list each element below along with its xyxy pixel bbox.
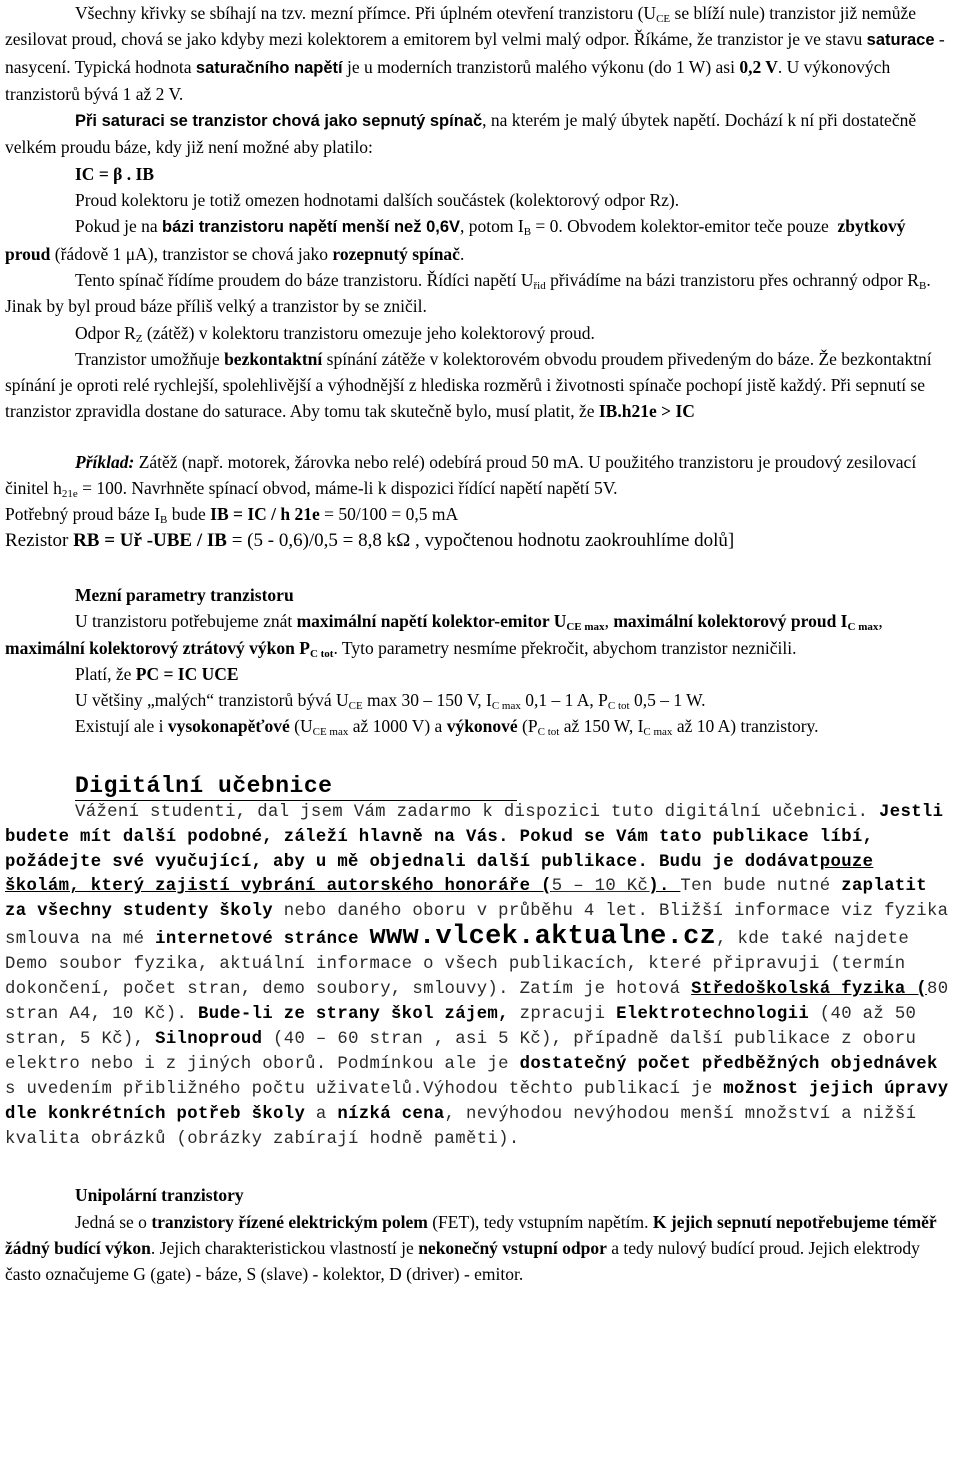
load-paragraph: Odpor $R_Z$ (zátěž) v kolektoru tranzistoru omezuje jeho kolektorový proud. xyxy=(75,322,595,345)
limits-heading: Mezní parametry tranzistoru xyxy=(75,584,294,605)
resistor-line: Rezistor RB = Uř -UBE / IB = (5 - 0,6)/0,5 = 8,8 kΩ , vypočtenou hodnotu zaokrouhlíme dolů] xyxy=(5,529,735,551)
saturation-paragraph: Všechny křivky se sbíhají na tzv. mezní přímce. Při úplném otevření tranzistoru ($U_{CE}$ se blíží nule) tranzistor již nemůže zesilovat proud, chová se jako kdyby mezi kolektorem a emitorem byl velmi malý odpor. Říkáme, že tranzistor je ve stavu saturace - nasycení. Typická hodnota saturačního napětí je u moderních tranzistorů malého výkonu (do 1 W) asi 0,2 V. U výkonových tranzistorů bývá 1 až 2 V. xyxy=(5,3,945,104)
spacer xyxy=(5,554,955,582)
high-voltage-paragraph: Existují ale i vysokonapěťové ($U_{CE max}$ až 1000 V) a výkonové ($P_{C tot}$ až 150 W, $I_{C max}$ až 10 A) tranzistory. xyxy=(75,716,819,739)
example-paragraph: Příklad: Zátěž (např. motorek, žárovka nebo relé) odebírá proud 50 mA. U použitého tranzistoru je proudový zesilovací činitel $h_{21e} = 100$. Navrhněte spínací obvod, máme-li k dispozici řídící napětí napětí 5V. xyxy=(5,451,917,501)
collector-current-note: Proud kolektoru je totiž omezen hodnotami dalších součástek (kolektorový odpor Rz). xyxy=(75,190,680,211)
switch-paragraph: Při saturaci se tranzistor chová jako sepnutý spínač, na kterém je malý úbytek napětí. Dochází k ní při dostatečně velkém proudu báze, kdy již není možné aby platilo: xyxy=(5,110,917,158)
unipolar-paragraph: Jedná se o tranzistory řízené elektrickým polem (FET), tedy vstupním napětím. K jejich sepnutí nepotřebujeme téměř žádný budící výkon. Jejich charakteristickou vlastností je nekonečný vstupní odpor a tedy nulový budící proud. Jejich elektrody často označujeme G (gate) - báze, S (slave) - kolektor, D (driver) - emitor. xyxy=(5,1211,937,1285)
digital-textbook-title: Digitální učebnice xyxy=(5,772,955,801)
unipolar-heading: Unipolární tranzistory xyxy=(75,1185,244,1206)
spacer xyxy=(5,1152,955,1182)
beta-formula: IC = β . IB xyxy=(75,163,154,184)
small-transistors-line: U většiny „malých“ tranzistorů bývá $U_{CE}$ max 30 – 150 V, $I_{C max}$ 0,1 – 1 A, $P_{C tot}$ 0,5 – 1 W. xyxy=(75,690,706,713)
digital-textbook-section xyxy=(5,801,955,1153)
example-section xyxy=(5,449,955,554)
saturation-section xyxy=(5,0,955,425)
cutoff-paragraph: Pokud je na bázi tranzistoru napětí menší než 0,6V, potom $I_B = 0$. Obvodem kolektor-emitor teče pouze zbytkový proud (řádově 1 μA), tranzistor se chová jako rozepnutý spínač. xyxy=(5,216,906,264)
document-page xyxy=(5,0,955,1288)
contactless-paragraph: Tranzistor umožňuje bezkontaktní spínání zátěže v kolektorovém obvodu proudem přivedeným do báze. Že bezkontaktní spínání je oproti relé rychlejší, spolehlivější a výhodnější z hlediska rozměrů i životnosti spínače pochopí jistě každý. Při sepnutí se tranzistor zpravidla dostane do saturace. Aby tomu tak skutečně bylo, musí platit, že IB.h21e > IC xyxy=(5,348,932,422)
spacer xyxy=(5,740,955,772)
control-paragraph: Tento spínač řídíme proudem do báze tranzistoru. Řídíci napětí $U_{řid}$ přivádíme na bázi tranzistoru přes ochranný odpor $R_B$. Jinak by byl proud báze příliš velký a tranzistor by se zničil. xyxy=(5,269,931,317)
digital-textbook-paragraph: Vážení studenti, dal jsem Vám zadarmo k dispozici tuto digitální učebnici. Jestli budete mít další podobné, záleží hlavně na Vás. Pokud se Vám tato publikace líbí, požádejte své vyučující, aby u mě objednali další publikace. Budu je dodávatpouze školám, který zajistí vybrání autorského honoráře (5 – 10 Kč). Ten bude nutné zaplatit za všechny studenty školy nebo daného oboru v průběhu 4 let. Bližší informace viz fyzika smlouva na mé internetové stránce www.vlcek.aktualne.cz, kde také najdete Demo soubor fyzika, aktuální informace o všech publikacích, které připravuji (termín dokončení, počet stran, demo soubory, smlouvy). Zatím je hotová Středoškolská fyzika (80 stran A4, 10 Kč). Bude-li ze strany škol zájem, zpracuji Elektrotechnologii (40 až 50 stran, 5 Kč), Silnoproud (40 – 60 stran , asi 5 Kč), případně další publikace z oboru elektro nebo i z jiných oborů. Podmínkou ale je dostatečný počet předběžných objednávek s uvedením přibližného počtu uživatelů.Výhodou těchto publikací je možnost jejich úpravy dle konkrétních potřeb školy a nízká cena, nevýhodou nevýhodou menší množství a nižší kvalita obrázků (obrázky zabírají hodně paměti). xyxy=(5,802,949,1149)
base-current-line: Potřebný proud báze $I_B$ bude IB = IC / h 21e = 50/100 = 0,5 mA xyxy=(5,504,459,527)
website-link[interactable]: www.vlcek.aktualne.cz xyxy=(369,922,717,953)
unipolar-section xyxy=(5,1182,955,1287)
spacer xyxy=(5,425,955,449)
power-formula: Platí, že PC = IC UCE xyxy=(75,663,239,684)
limits-section xyxy=(5,582,955,740)
limits-paragraph: U tranzistoru potřebujeme znát maximální napětí kolektor-emitor $U_{CE max}$, maximální kolektorový proud $I_{C max}$, maximální kolektorový ztrátový výkon $P_{C tot}$. Tyto parametry nesmíme překročit, abychom tranzistor nezničili. xyxy=(5,611,883,660)
